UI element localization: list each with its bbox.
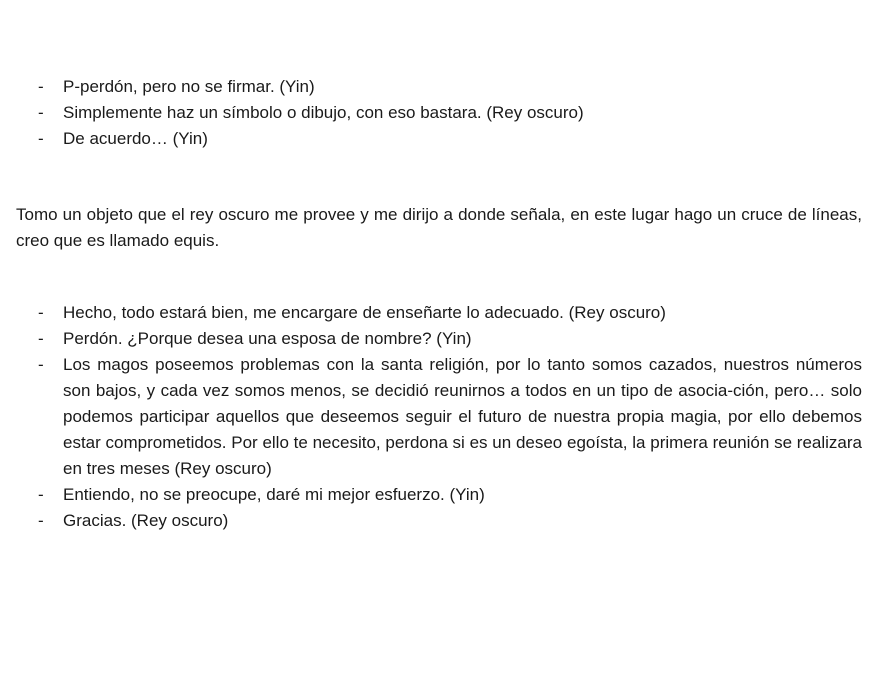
dialogue-text: Hecho, todo estará bien, me encargare de enseñarte lo adecuado. (Rey oscuro) xyxy=(63,303,666,322)
dialogue-line xyxy=(34,508,862,534)
dialogue-list-1 xyxy=(34,74,862,152)
dialogue-line xyxy=(34,352,862,482)
dialogue-text: P-perdón, pero no se firmar. (Yin) xyxy=(63,77,315,96)
dialogue-line xyxy=(34,482,862,508)
dash-bullet: - xyxy=(38,355,44,374)
dialogue-text: Simplemente haz un símbolo o dibujo, con eso bastara. (Rey oscuro) xyxy=(63,103,584,122)
dash-bullet: - xyxy=(38,129,44,148)
dialogue-line xyxy=(34,326,862,352)
dialogue-text: Los magos poseemos problemas con la santa religión, por lo tanto somos cazados, nuestros números son bajos, y cada vez somos menos, se decidió reunirnos a todos en un tipo de asocia-ción, pero… solo podemos participar aquellos que deseemos seguir el futuro de nuestra propia magia, por ello debemos estar comprometidos. Por ello te necesito, perdona si es un deseo egoísta, la primera reunión se realizara en tres meses (Rey oscuro) xyxy=(63,355,862,478)
dash-bullet: - xyxy=(38,103,44,122)
dialogue-text: De acuerdo… (Yin) xyxy=(63,129,208,148)
dialogue-line xyxy=(34,74,862,100)
dash-bullet: - xyxy=(38,485,44,504)
narration-paragraph: Tomo un objeto que el rey oscuro me provee y me dirijo a donde señala, en este lugar hago un cruce de líneas, creo que es llamado equis. xyxy=(16,205,862,250)
dash-bullet: - xyxy=(38,329,44,348)
dash-bullet: - xyxy=(38,511,44,530)
dialogue-line xyxy=(34,300,862,326)
dialogue-line xyxy=(34,100,862,126)
dialogue-text: Gracias. (Rey oscuro) xyxy=(63,511,229,530)
dialogue-line xyxy=(34,126,862,152)
dash-bullet: - xyxy=(38,77,44,96)
dialogue-list-2 xyxy=(34,300,862,534)
dialogue-text: Perdón. ¿Porque desea una esposa de nombre? (Yin) xyxy=(63,329,472,348)
dash-bullet: - xyxy=(38,303,44,322)
dialogue-text: Entiendo, no se preocupe, daré mi mejor esfuerzo. (Yin) xyxy=(63,485,485,504)
